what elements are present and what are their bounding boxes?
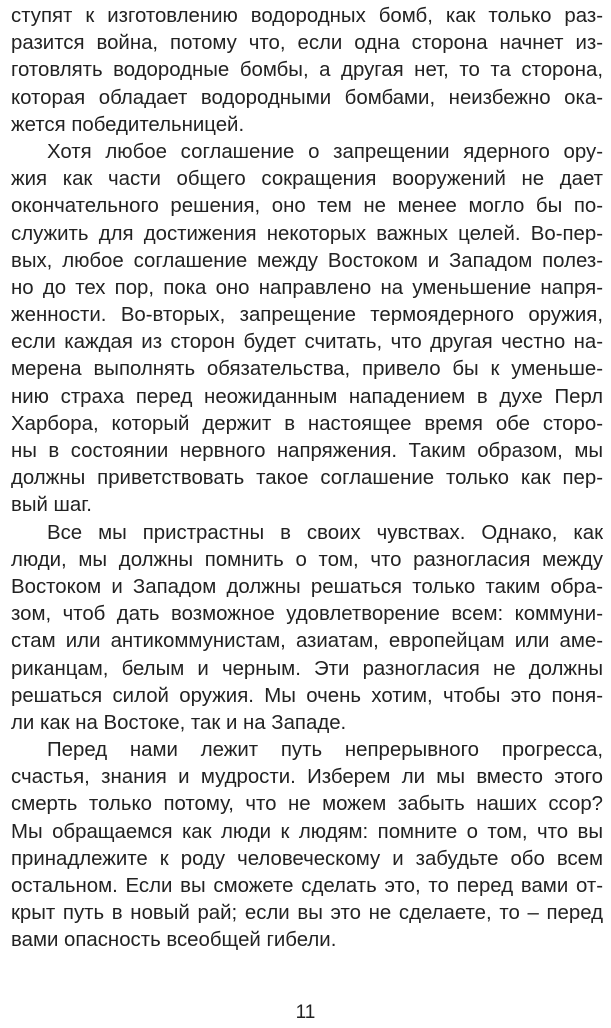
text-line: женности. Во-вторых, запрещение термоядерного оружия, [11,304,603,327]
text-line: Востоком и Западом должны решаться только таким обра- [11,575,603,598]
paragraph [11,737,603,955]
paragraph [11,3,603,139]
text-line: мерена выполнять обязательства, привело бы к уменьше- [11,358,603,381]
text-line: Мы обращаемся как люди к людям: помните о том, что вы [11,820,603,843]
text-line: вами опасность всеобщей гибели. [11,929,337,952]
text-line: Все мы пристрастны в своих чувствах. Однако, как [47,521,603,544]
text-line: стам или антикоммунистам, азиатам, европейцам или аме- [11,630,603,653]
text-line: Хотя любое соглашение о запрещении ядерного ору- [47,140,603,163]
text-line: окончательного решения, оно тем не менее могло бы по- [11,195,603,218]
text-line: счастья, знания и мудрости. Изберем ли мы вместо этого [11,766,603,789]
text-line: принадлежите к роду человеческому и забудьте обо всем [11,847,603,870]
text-line: люди, мы должны помнить о том, что разногласия между [11,548,603,571]
text-line: смерть только потому, что не можем забыть наших ссор? [11,793,603,816]
text-line: риканцам, белым и черным. Эти разногласия не должны [11,657,603,680]
page-body [11,3,603,955]
text-line: служить для достижения некоторых важных целей. Во-пер- [11,222,603,245]
text-line: Харбора, который держит в настоящее время обе сторо- [11,412,603,435]
text-line: вый шаг. [11,494,92,517]
text-line: крыт путь в новый рай; если вы это не сделаете, то – перед [11,902,603,925]
text-line: которая обладает водородными бомбами, неизбежно ока- [11,86,603,109]
text-line: ступят к изготовлению водородных бомб, как только раз- [11,5,603,27]
text-line: если каждая из сторон будет считать, что другая честно на- [11,331,603,354]
page-number: 11 [295,1002,316,1023]
text-line: нию страха перед неожиданным нападением в духе Перл [11,385,603,408]
text-line: зом, чтоб дать возможное удовлетворение всем: коммуни- [11,603,603,626]
text-line: Перед нами лежит путь непрерывного прогресса, [47,739,603,762]
text-line: ли как на Востоке, так и на Западе. [11,711,347,734]
text-line: ны в состоянии нервного напряжения. Таким образом, мы [11,440,603,462]
text-line: остальном. Если вы сможете сделать это, то перед вами от- [11,875,603,897]
text-line: должны приветствовать такое соглашение только как пер- [11,467,603,490]
text-line: жется победительницей. [11,113,245,136]
text-line: разится война, потому что, если одна сторона начнет из- [11,32,603,55]
paragraph [11,520,603,738]
text-line: решаться силой оружия. Мы очень хотим, чтобы это поня- [11,684,603,707]
text-line: но до тех пор, пока оно направлено на уменьшение напря- [11,276,603,299]
text-line: жия как части общего сокращения вооружений не дает [11,168,603,191]
paragraph [11,139,603,520]
text-line: готовлять водородные бомбы, а другая нет, то та сторона, [11,59,603,82]
text-line: вых, любое соглашение между Востоком и Западом полез- [11,249,603,272]
